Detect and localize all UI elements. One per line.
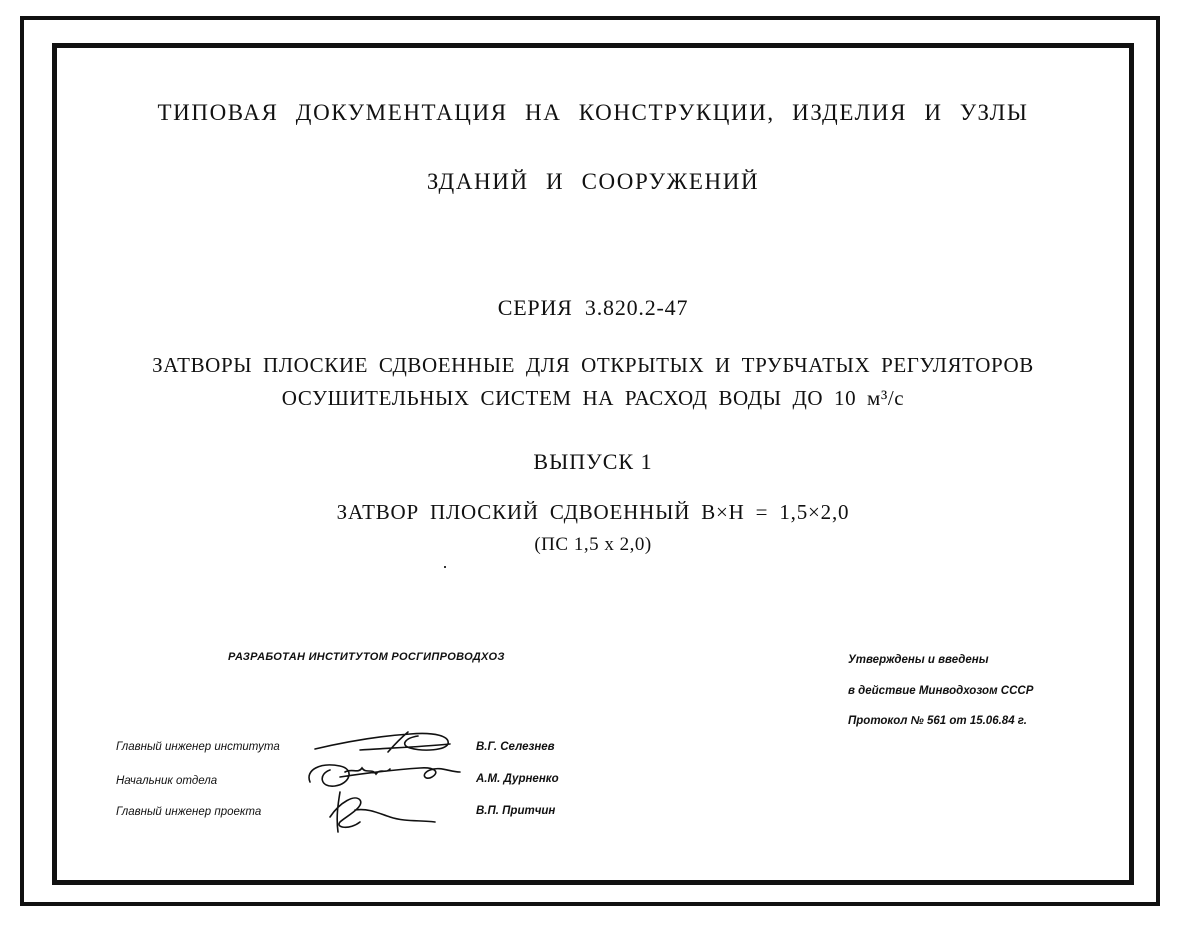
developer-line: РАЗРАБОТАН ИНСТИТУТОМ РОСГИПРОВОДХОЗ [228, 651, 505, 663]
staff-name-3: В.П. Притчин [476, 805, 556, 817]
gate-code: (ПС 1,5 х 2,0) [534, 534, 652, 555]
title-line-1: ЗАТВОРЫ ПЛОСКИЕ СДВОЕННЫЕ ДЛЯ ОТКРЫТЫХ И ТРУБЧАТЫХ РЕГУЛЯТОРОВ [152, 353, 1034, 377]
title-line-2: ОСУШИТЕЛЬНЫХ СИСТЕМ НА РАСХОД ВОДЫ ДО 10 м³/с [281, 386, 905, 410]
approval-line-2: в действие Минводхозом СССР [848, 685, 1034, 697]
staff-role-2: Начальник отдела [116, 775, 218, 787]
staff-role-1: Главный инженер института [116, 741, 280, 753]
series-number: СЕРИЯ 3.820.2-47 [497, 295, 689, 320]
issue-number: ВЫПУСК 1 [533, 449, 653, 474]
staff-name-1: В.Г. Селезнев [476, 741, 555, 753]
speck [444, 566, 446, 568]
signatures [300, 722, 470, 842]
signature-1 [315, 732, 450, 752]
signature-3 [330, 792, 435, 832]
staff-name-2: А.М. Дурненко [476, 773, 559, 785]
gate-name: ЗАТВОР ПЛОСКИЙ СДВОЕННЫЙ В×Н = 1,5×2,0 [336, 500, 850, 524]
header-line-2: ЗДАНИЙ И СООРУЖЕНИЙ [426, 169, 760, 194]
approval-line-3: Протокол № 561 от 15.06.84 г. [848, 715, 1027, 727]
header-line-1: ТИПОВАЯ ДОКУМЕНТАЦИЯ НА КОНСТРУКЦИИ, ИЗДЕЛИЯ И УЗЛЫ [157, 100, 1029, 125]
approval-line-1: Утверждены и введены [848, 654, 989, 666]
staff-role-3: Главный инженер проекта [116, 806, 262, 818]
signature-2 [309, 765, 460, 786]
